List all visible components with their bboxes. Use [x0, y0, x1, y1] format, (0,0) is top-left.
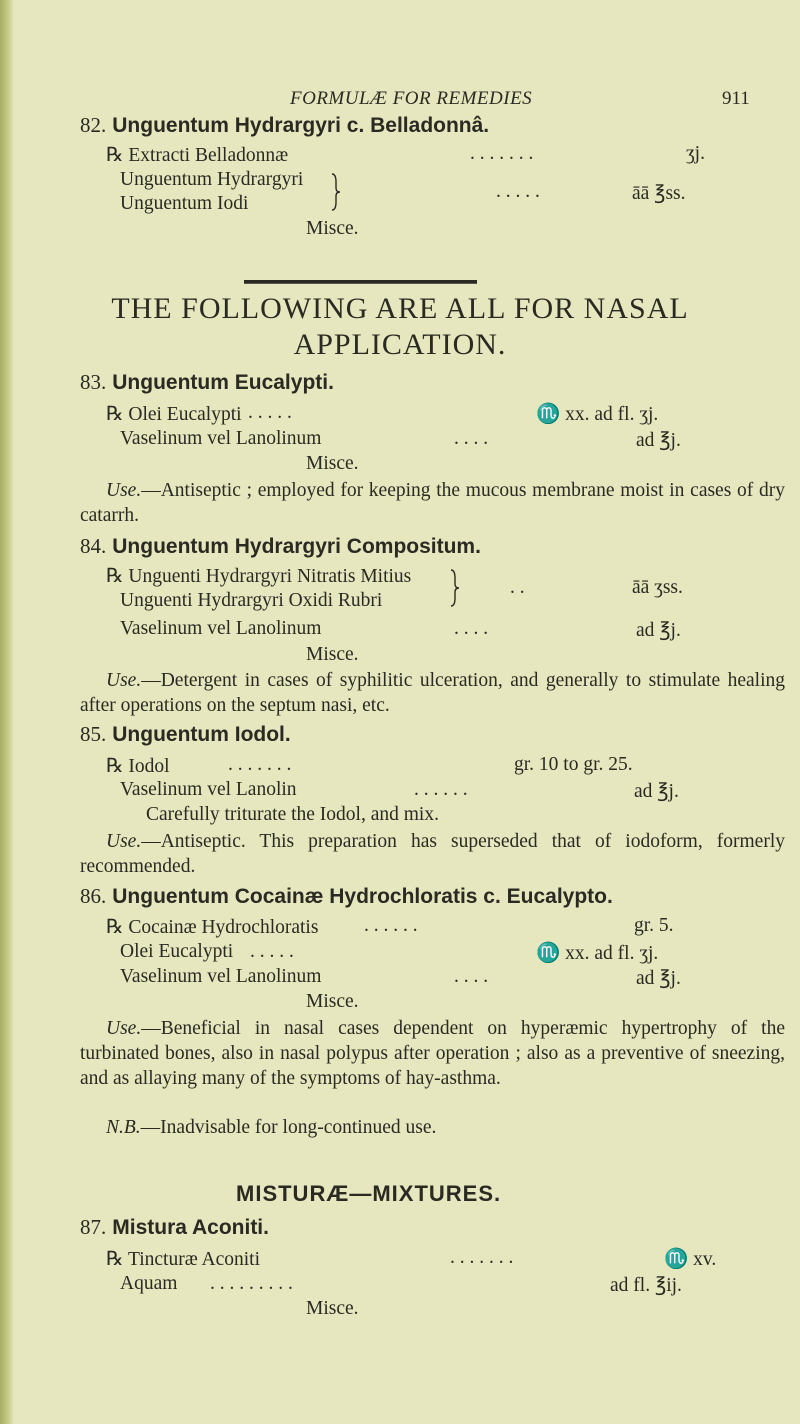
entry-82-line-1-dose: ʒj.	[686, 143, 705, 164]
entry-84-line-3: Vaselinum vel Lanolinum	[120, 618, 322, 639]
entry-87-line-1: ℞ Tincturæ Aconiti	[106, 1249, 261, 1270]
page-number: 911	[722, 88, 750, 109]
entry-83-number: 83.	[80, 370, 107, 394]
entry-84-line-1: ℞ Unguenti Hydrargyri Nitratis Mitius	[106, 566, 412, 587]
entry-86-use-text: —Beneficial in nasal cases dependent on hyperæmic hypertrophy of the turbinated bones, also in nasal polypus after operation ; also as a preventive of sneezing, and as allaying many of the symptoms of hay-asthma.	[80, 1018, 785, 1089]
section-divider-rule	[244, 280, 477, 284]
mixtures-heading: MISTURÆ—MIXTURES.	[236, 1181, 502, 1206]
entry-85-title	[80, 722, 291, 747]
entry-85-line-1-dots: . . . . . . .	[228, 754, 292, 775]
entry-86-nb	[106, 1117, 436, 1139]
entry-85-line-1: ℞ Iodol	[106, 756, 170, 777]
entry-82-number: 82.	[80, 113, 107, 137]
entry-84-title	[80, 534, 481, 559]
entry-82-brace-dots: . . . . .	[496, 181, 540, 202]
entry-82-title-text: Unguentum Hydrargyri c. Belladonnâ.	[112, 114, 490, 137]
entry-86-line-3-dose: ad ℥j.	[636, 968, 681, 989]
entry-85-instruction: Carefully triturate the Iodol, and mix.	[146, 804, 439, 825]
entry-83-line-2-dose: ad ℥j.	[636, 430, 681, 451]
entry-83-line-1-dots: . . . . .	[248, 402, 292, 423]
entry-82-line-2: Unguentum Hydrargyri	[120, 169, 304, 190]
section-heading-line-1: THE FOLLOWING ARE ALL FOR NASAL	[111, 292, 689, 325]
entry-85-use-label: Use.	[106, 831, 142, 852]
entry-83-use-text: —Antiseptic ; employed for keeping the mucous membrane moist in cases of dry catarrh.	[80, 480, 785, 526]
entry-82-line-1-dots: . . . . . . .	[470, 143, 534, 164]
entry-85-number: 85.	[80, 722, 107, 746]
entry-84-number: 84.	[80, 534, 107, 558]
entry-86-line-3: Vaselinum vel Lanolinum	[120, 966, 322, 987]
entry-87-line-1-dose: ♏ xv.	[664, 1249, 717, 1270]
section-heading-line-2: APPLICATION.	[293, 328, 507, 361]
entry-84-line-3-dose: ad ℥j.	[636, 620, 681, 641]
entry-87-line-2: Aquam	[120, 1273, 178, 1294]
entry-85-use	[80, 829, 785, 879]
entry-87-line-2-dots: . . . . . . . . .	[210, 1273, 293, 1294]
entry-86-line-2-dose: ♏ xx. ad fl. ʒj.	[536, 943, 659, 964]
entry-83-title	[80, 370, 334, 395]
entry-87-misce: Misce.	[306, 1298, 359, 1319]
entry-86-number: 86.	[80, 884, 107, 908]
entry-83-line-2-dots: . . . .	[454, 428, 489, 449]
entry-84-line-3-dots: . . . .	[454, 618, 489, 639]
entry-86-line-2: Olei Eucalypti	[120, 941, 234, 962]
entry-86-use-label: Use.	[106, 1018, 142, 1039]
entry-86-line-3-dots: . . . .	[454, 966, 489, 987]
entry-86-title-text: Unguentum Cocainæ Hydrochloratis c. Eucalypto.	[112, 885, 613, 908]
entry-85-line-1-dose: gr. 10 to gr. 25.	[514, 754, 633, 775]
entry-82-brace	[331, 172, 341, 212]
entry-86-misce: Misce.	[306, 991, 359, 1012]
entry-84-title-text: Unguentum Hydrargyri Compositum.	[112, 535, 481, 558]
entry-83-line-1: ℞ Olei Eucalypti	[106, 404, 242, 425]
running-header-title: FORMULÆ FOR REMEDIES	[290, 88, 533, 109]
entry-86-line-1-dots: . . . . . .	[364, 915, 418, 936]
entry-87-number: 87.	[80, 1215, 107, 1239]
entry-84-brace-dots: . .	[510, 577, 525, 598]
entry-87-line-2-dose: ad fl. ℥ij.	[610, 1275, 682, 1296]
entry-86-use	[80, 1016, 785, 1091]
entry-84-misce: Misce.	[306, 644, 359, 665]
entry-85-line-2-dose: ad ℥j.	[634, 781, 679, 802]
entry-86-title	[80, 884, 613, 909]
entry-84-use	[80, 668, 785, 718]
entry-82-title	[80, 113, 489, 138]
entry-84-line-2: Unguenti Hydrargyri Oxidi Rubri	[120, 590, 383, 611]
entry-83-line-1-dose: ♏ xx. ad fl. ʒj.	[536, 404, 659, 425]
entry-84-use-label: Use.	[106, 670, 142, 691]
entry-86-line-1: ℞ Cocainæ Hydrochloratis	[106, 917, 319, 938]
entry-85-line-2: Vaselinum vel Lanolin	[120, 779, 297, 800]
entry-87-line-1-dots: . . . . . . .	[450, 1247, 514, 1268]
entry-83-title-text: Unguentum Eucalypti.	[112, 371, 334, 394]
entry-86-line-1-dose: gr. 5.	[634, 915, 674, 936]
entry-82-line-1: ℞ Extracti Belladonnæ	[106, 145, 289, 166]
entry-87-title	[80, 1215, 269, 1240]
entry-87-title-text: Mistura Aconiti.	[112, 1216, 269, 1239]
entry-85-title-text: Unguentum Iodol.	[112, 723, 291, 746]
entry-83-line-2: Vaselinum vel Lanolinum	[120, 428, 322, 449]
entry-86-line-2-dots: . . . . .	[250, 941, 294, 962]
entry-83-use-label: Use.	[106, 480, 142, 501]
entry-83-misce: Misce.	[306, 453, 359, 474]
entry-86-nb-text: —Inadvisable for long-continued use.	[140, 1117, 437, 1138]
entry-82-brace-dose: āā ℥ss.	[632, 183, 686, 204]
entry-85-use-text: —Antiseptic. This preparation has superseded that of iodoform, formerly recommended.	[80, 831, 785, 877]
entry-84-brace	[450, 568, 460, 608]
entry-82-misce: Misce.	[306, 218, 359, 239]
entry-84-use-text: —Detergent in cases of syphilitic ulceration, and generally to stimulate healing after operations on the septum nasi, etc.	[80, 670, 785, 716]
entry-86-nb-label: N.B.	[106, 1117, 141, 1138]
entry-84-brace-dose: āā ʒss.	[632, 577, 683, 598]
entry-82-line-3: Unguentum Iodi	[120, 193, 249, 214]
entry-83-use	[80, 478, 785, 528]
entry-85-line-2-dots: . . . . . .	[414, 779, 468, 800]
